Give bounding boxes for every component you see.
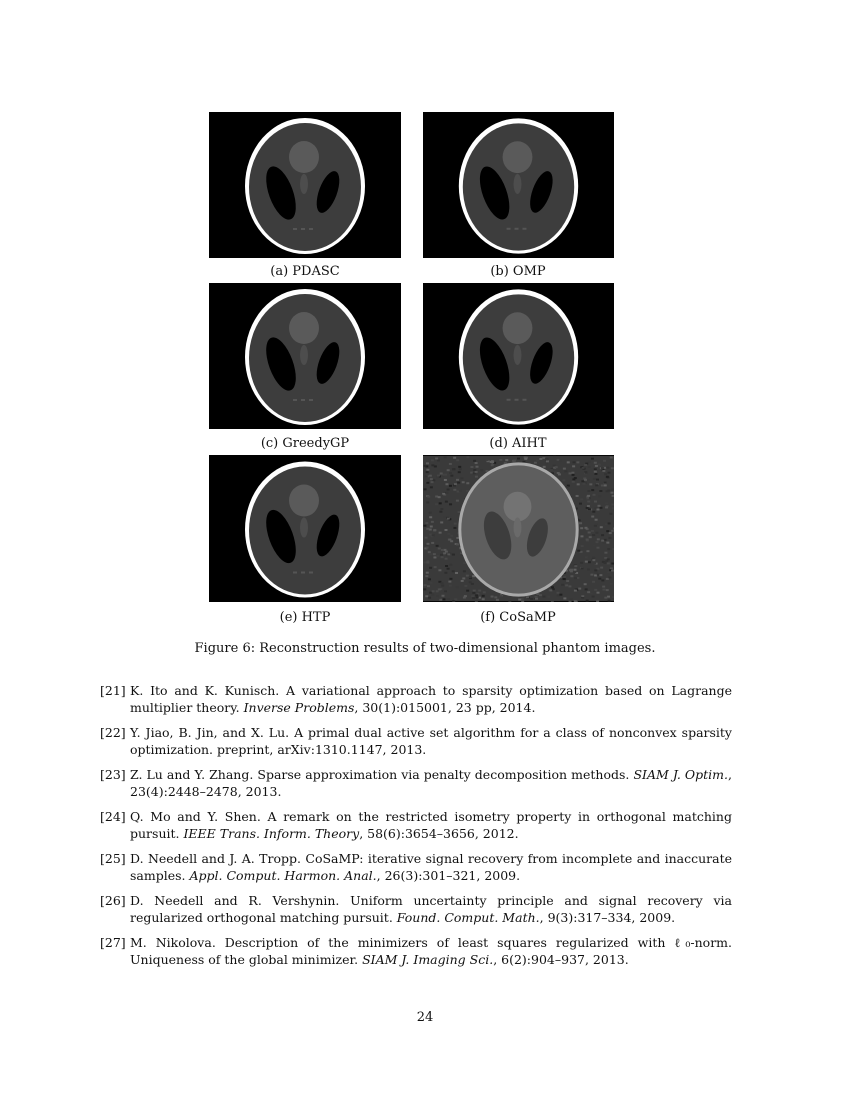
reference-details: , 26(3):301–321, 2009.: [376, 868, 521, 883]
reference-item: [100, 934, 732, 968]
reference-details: , 23(4):2448–2478, 2013.: [130, 767, 732, 799]
phantom-graphic: [423, 112, 614, 258]
figure-caption: Figure 6: Reconstruction results of two-dimensional phantom images.: [194, 641, 656, 656]
reference-venue: Inverse Problems: [243, 700, 355, 715]
caption-aiht: (d) AIHT: [489, 436, 547, 451]
phantom-image-greedygp: [209, 283, 401, 429]
reference-text: D. Needell and R. Vershynin. Uniform uncertainty principle and signal recovery via regularized orthogonal matching pursuit.: [130, 893, 732, 925]
reference-list: [100, 682, 732, 976]
reference-details: , 6(2):904–937, 2013.: [493, 952, 629, 967]
phantom-image-htp: [209, 455, 401, 602]
reference-text: M. Nikolova. Description of the minimizers of least squares regularized with ℓ₀-norm. Uniqueness of the global minimizer.: [130, 935, 732, 967]
phantom-image-pdasc: [209, 112, 401, 258]
phantom-image-omp: [423, 112, 614, 258]
reference-number: [26]: [100, 893, 126, 908]
reference-details: , 58(6):3654–3656, 2012.: [359, 826, 519, 841]
reference-venue: Found. Comput. Math.: [396, 910, 540, 925]
reference-number: [24]: [100, 809, 126, 824]
caption-cosamp: (f) CoSaMP: [480, 610, 556, 625]
caption-htp: (e) HTP: [279, 610, 331, 625]
phantom-image-cosamp: [423, 455, 614, 602]
reference-venue: SIAM J. Imaging Sci.: [362, 952, 494, 967]
caption-greedygp: (c) GreedyGP: [260, 436, 350, 451]
phantom-graphic: [423, 283, 614, 429]
reference-venue: SIAM J. Optim.: [633, 767, 729, 782]
reference-number: [22]: [100, 725, 126, 740]
phantom-graphic: [209, 455, 401, 602]
reference-text: Y. Jiao, B. Jin, and X. Lu. A primal dual active set algorithm for a class of nonconvex sparsity optimization. preprint, arXiv:1310.1147, 2013.: [130, 725, 732, 757]
reference-text: Q. Mo and Y. Shen. A remark on the restricted isometry property in orthogonal matching pursuit.: [130, 809, 732, 841]
page-number: 24: [416, 1010, 434, 1025]
reference-text: Z. Lu and Y. Zhang. Sparse approximation via penalty decomposition methods.: [130, 767, 634, 782]
reference-number: [25]: [100, 851, 126, 866]
reference-item: [100, 724, 732, 758]
caption-omp: (b) OMP: [490, 264, 546, 279]
reference-item: [100, 850, 732, 884]
reference-venue: Appl. Comput. Harmon. Anal.: [189, 868, 377, 883]
phantom-graphic: [423, 455, 614, 602]
reference-number: [21]: [100, 683, 126, 698]
reference-item: [100, 766, 732, 800]
phantom-image-aiht: [423, 283, 614, 429]
reference-number: [23]: [100, 767, 126, 782]
phantom-graphic: [209, 283, 401, 429]
reference-text: K. Ito and K. Kunisch. A variational approach to sparsity optimization based on Lagrange multiplier theory.: [130, 683, 732, 715]
reference-item: [100, 892, 732, 926]
reference-venue: IEEE Trans. Inform. Theory: [183, 826, 360, 841]
caption-pdasc: (a) PDASC: [270, 264, 340, 279]
reference-item: [100, 682, 732, 716]
reference-details: , 9(3):317–334, 2009.: [539, 910, 676, 925]
reference-item: [100, 808, 732, 842]
reference-number: [27]: [100, 935, 126, 950]
reference-text: D. Needell and J. A. Tropp. CoSaMP: iterative signal recovery from incomplete and inaccurate samples.: [130, 851, 732, 883]
reference-details: , 30(1):015001, 23 pp, 2014.: [354, 700, 536, 715]
phantom-graphic: [209, 112, 401, 258]
